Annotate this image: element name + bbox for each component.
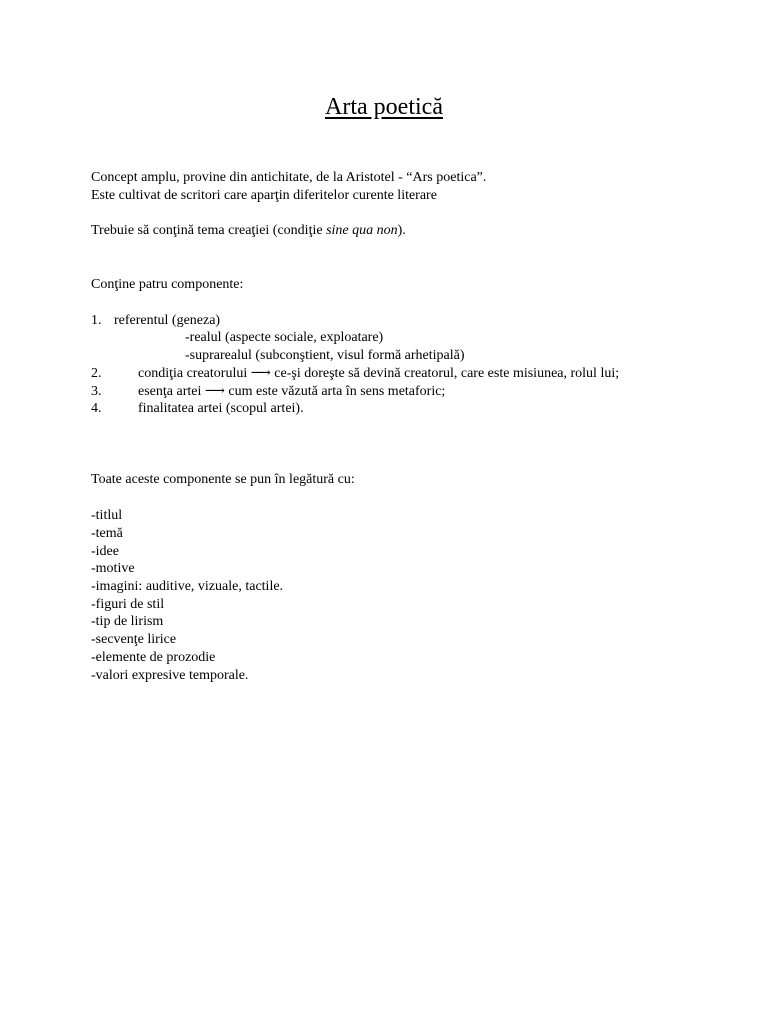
connection-item: -titlul [91,508,123,523]
intro-line-1: Concept amplu, provine din antichitate, de la Aristotel - “Ars poetica”. [91,170,487,185]
list-item-1-text: referentul (geneza) [114,313,221,328]
connection-item: -imagini: auditive, vizuale, tactile. [91,579,284,594]
list-item-3-text: esenţa artei ⟶ cum este văzută arta în sens metaforic; [138,384,446,399]
connection-item: -elemente de prozodie [91,650,216,665]
condition-paragraph [91,222,406,240]
connection-item: -figuri de stil [91,597,165,612]
sub-item-suprarealul: -suprarealul (subconştient, visul formă arhetipală) [185,348,465,363]
list-item-3-number: 3. [91,384,102,399]
connection-item: -tip de lirism [91,614,164,629]
page-title: Arta poetică [325,94,443,120]
connection-heading: Toate aceste componente se pun în legătură cu: [91,472,355,487]
connection-item: -idee [91,544,119,559]
list-item-4-text: finalitatea artei (scopul artei). [138,401,304,416]
sub-item-realul: -realul (aspecte sociale, exploatare) [185,330,384,345]
condition-italic: sine qua non [326,223,398,238]
condition-prefix: Trebuie să conţină tema creaţiei (condiţie [91,223,327,238]
connection-item: -motive [91,561,135,576]
intro-line-2: Este cultivat de scritori care aparţin diferitelor curente literare [91,188,437,203]
condition-suffix: ). [397,223,406,238]
list-item-2-number: 2. [91,366,102,381]
list-item-1-number: 1. [91,313,102,328]
list-item-4-number: 4. [91,401,102,416]
connection-item: -secvenţe lirice [91,632,177,647]
list-item-2-text: condiţia creatorului ⟶ ce-şi doreşte să devină creatorul, care este misiunea, rolul lui; [138,366,620,381]
components-heading: Conţine patru componente: [91,277,244,292]
connection-item: -temă [91,526,123,541]
connection-item: -valori expresive temporale. [91,668,249,683]
